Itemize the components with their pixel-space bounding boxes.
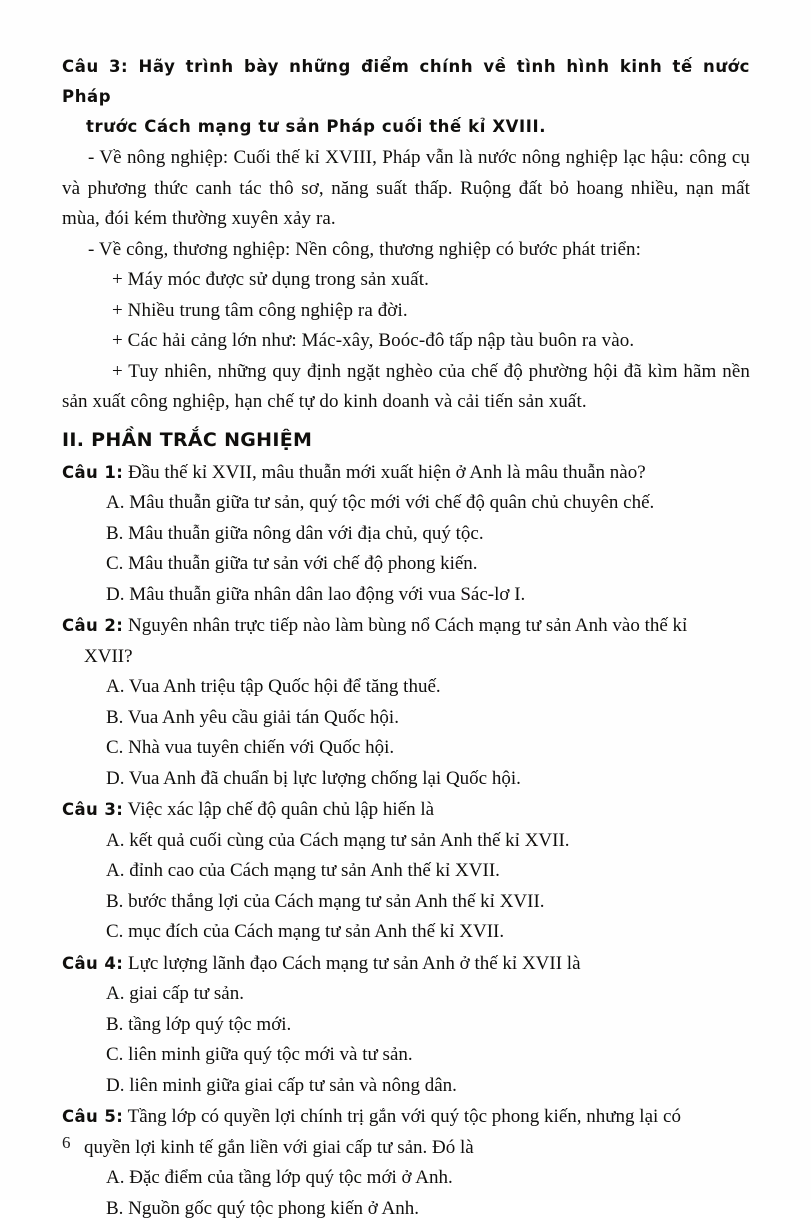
mc-question-1-text: Đầu thế kỉ XVII, mâu thuẫn mới xuất hiện ở Anh là mâu thuẫn nào? [128, 462, 646, 483]
mc-question-2-text: Nguyên nhân trực tiếp nào làm bùng nổ Cách mạng tư sản Anh vào thế kỉ [128, 615, 687, 636]
mc-question-4-option-c: C. liên minh giữa quý tộc mới và tư sản. [62, 1040, 750, 1071]
mc-question-4 [62, 949, 750, 980]
mc-question-4-option-b: B. tầng lớp quý tộc mới. [62, 1010, 750, 1041]
mc-question-2-text-cont: XVII? [62, 642, 750, 673]
mc-question-1-option-d: D. Mâu thuẫn giữa nhân dân lao động với vua Sác-lơ I. [62, 580, 750, 611]
page-content [62, 52, 750, 1224]
essay-paragraph-agriculture: - Về nông nghiệp: Cuối thế kỉ XVIII, Pháp vẫn là nước nông nghiệp lạc hậu: công cụ và phương thức canh tác thô sơ, năng suất thấp. Ruộng đất bỏ hoang nhiều, nạn mất mùa, đói kém thường xuyên xảy ra. [62, 143, 750, 235]
mc-question-5-text: Tầng lớp có quyền lợi chính trị gắn với quý tộc phong kiến, nhưng lại có [128, 1106, 681, 1127]
mc-question-3-text: Việc xác lập chế độ quân chủ lập hiến là [128, 799, 434, 820]
mc-question-1-label: Câu 1: [62, 463, 123, 482]
mc-question-2-label: Câu 2: [62, 616, 123, 635]
mc-question-1-option-a: A. Mâu thuẫn giữa tư sản, quý tộc mới với chế độ quân chủ chuyên chế. [62, 488, 750, 519]
mc-question-1-option-c: C. Mâu thuẫn giữa tư sản với chế độ phong kiến. [62, 549, 750, 580]
mc-question-1 [62, 458, 750, 489]
page-number: 6 [62, 1133, 71, 1153]
mc-question-3-option-a1: A. kết quả cuối cùng của Cách mạng tư sản Anh thế kỉ XVII. [62, 826, 750, 857]
mc-question-2 [62, 611, 750, 642]
mc-question-5-text-cont: quyền lợi kinh tế gắn liền với giai cấp tư sản. Đó là [62, 1133, 750, 1164]
mc-question-2-option-a: A. Vua Anh triệu tập Quốc hội để tăng thuế. [62, 672, 750, 703]
mc-question-3 [62, 795, 750, 826]
mc-question-5-label: Câu 5: [62, 1107, 123, 1126]
mc-question-5-option-b: B. Nguồn gốc quý tộc phong kiến ở Anh. [62, 1194, 750, 1224]
essay-question-title-line2: trước Cách mạng tư sản Pháp cuối thế kỉ XVIII. [62, 112, 750, 142]
essay-question-title-line1: Hãy trình bày những điểm chính về tình hình kinh tế nước Pháp [62, 57, 750, 106]
mc-question-2-option-b: B. Vua Anh yêu cầu giải tán Quốc hội. [62, 703, 750, 734]
essay-question-heading [62, 52, 750, 142]
mc-question-2-option-d: D. Vua Anh đã chuẩn bị lực lượng chống lại Quốc hội. [62, 764, 750, 795]
essay-bullet-centers: + Nhiều trung tâm công nghiệp ra đời. [62, 296, 750, 327]
mc-question-4-option-d: D. liên minh giữa giai cấp tư sản và nông dân. [62, 1071, 750, 1102]
mc-question-3-option-a2: A. đỉnh cao của Cách mạng tư sản Anh thế kỉ XVII. [62, 856, 750, 887]
essay-paragraph-industry: - Về công, thương nghiệp: Nền công, thương nghiệp có bước phát triển: [62, 235, 750, 266]
mc-question-2-option-c: C. Nhà vua tuyên chiến với Quốc hội. [62, 733, 750, 764]
essay-bullet-machinery: + Máy móc được sử dụng trong sản xuất. [62, 265, 750, 296]
mc-question-1-option-b: B. Mâu thuẫn giữa nông dân với địa chủ, quý tộc. [62, 519, 750, 550]
section-heading-multiple-choice: II. PHẦN TRẮC NGHIỆM [62, 424, 750, 457]
mc-question-5 [62, 1102, 750, 1133]
mc-question-4-text: Lực lượng lãnh đạo Cách mạng tư sản Anh ở thế kỉ XVII là [128, 953, 581, 974]
mc-question-3-option-c: C. mục đích của Cách mạng tư sản Anh thế kỉ XVII. [62, 917, 750, 948]
mc-question-4-label: Câu 4: [62, 954, 123, 973]
mc-question-3-label: Câu 3: [62, 800, 123, 819]
essay-bullet-guilds: + Tuy nhiên, những quy định ngặt nghèo của chế độ phường hội đã kìm hãm nền sản xuất công nghiệp, hạn chế tự do kinh doanh và cải tiến sản xuất. [62, 357, 750, 418]
mc-question-3-option-b: B. bước thắng lợi của Cách mạng tư sản Anh thế kỉ XVII. [62, 887, 750, 918]
mc-question-4-option-a: A. giai cấp tư sản. [62, 979, 750, 1010]
essay-question-label: Câu 3: [62, 57, 128, 76]
mc-question-5-option-a: A. Đặc điểm của tầng lớp quý tộc mới ở Anh. [62, 1163, 750, 1194]
essay-bullet-ports: + Các hải cảng lớn như: Mác-xây, Boóc-đô tấp nập tàu buôn ra vào. [62, 326, 750, 357]
